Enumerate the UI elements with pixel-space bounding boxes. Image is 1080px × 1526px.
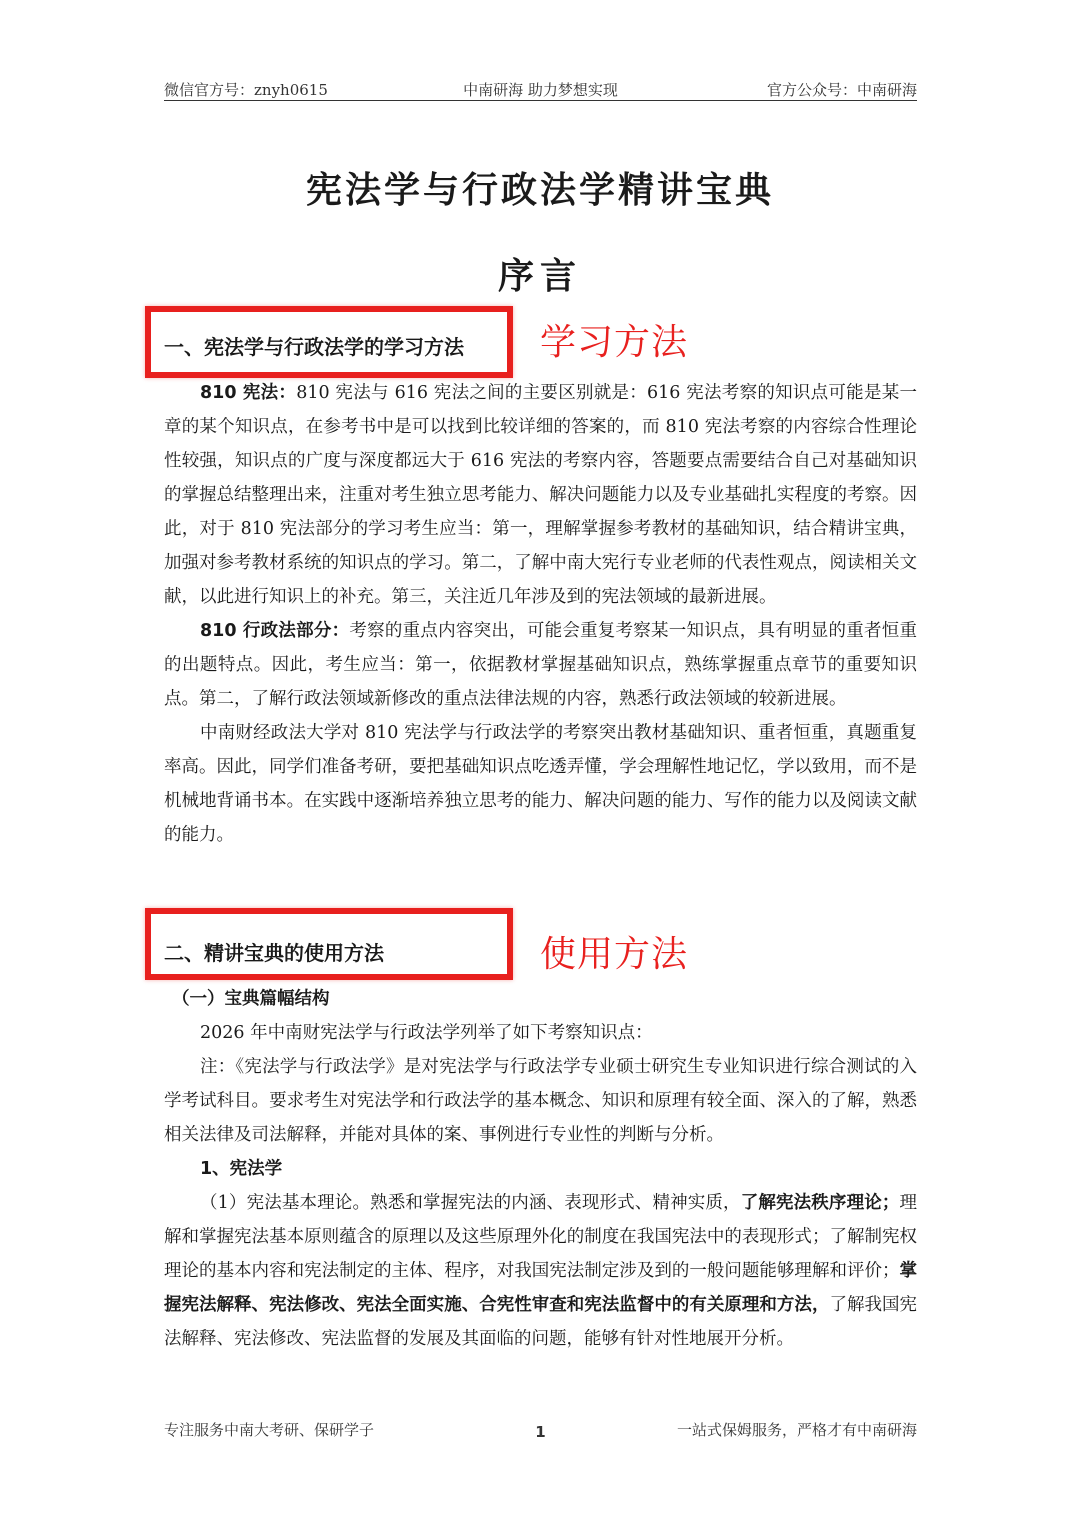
paragraph-administrative-law: 810 行政法部分：考察的重点内容突出，可能会重复考察某一知识点，具有明显的重者恒重的出题特点。因此，考生应当：第一，依据教材掌握基础知识点，熟练掌握重点章节的重要知识点。第二，了解行政法领域新修改的重点法律法规的内容，熟悉行政法领域的较新进展。 — [164, 621, 917, 709]
header-official-account: 官方公众号：中南研海 — [766, 81, 917, 99]
section1-heading: 一、宪法学与行政法学的学习方法 — [164, 335, 464, 359]
footer-right-text: 一站式保姆服务，严格才有中南研海 — [676, 1421, 917, 1439]
section2-annotation: 使用方法 — [540, 934, 689, 975]
paragraph-constitution: 810 宪法：810 宪法与 616 宪法之间的主要区别就是：616 宪法考察的知识点可能是某一章的某个知识点，在参考书中是可以找到比较详细的答案的，而 810 宪法考察的内容综合性理论性较强，知识点的广度与深度都远大于 616 宪法的考察内容，答题要点需要结合自己对基础知识的掌握总结整理出来，注重对考生独立思考能力、解决问题能力以及专业基础扎实程度的考察。因此，对于 810 宪法部分的学习考生应当：第一，理解掌握参考教材的基础知识，结合精讲宝典，加强对参考教材系统的知识点的学习。第二，了解中南大宪行专业老师的代表性观点，阅读相关文献，以此进行知识上的补充。第三，关注近几年涉及到的宪法领域的最新进展。 — [164, 383, 917, 607]
page-number: 1 — [535, 1423, 546, 1441]
paragraph-item1: （1）宪法基本理论。熟悉和掌握宪法的内涵、表现形式、精神实质，了解宪法秩序理论；理解和掌握宪法基本原则蕴含的原理以及这些原理外化的制度在我国宪法中的表现形式；了解制宪权理论的基本内容和宪法制定的主体、程序，对我国宪法制定涉及到的一般问题能够理解和评价；掌握宪法解释、宪法修改、宪法全面实施、合宪性审查和宪法监督中的有关原理和方法，了解我国宪法解释、宪法修改、宪法监督的发展及其面临的问题，能够有针对性地展开分析。 — [164, 1193, 918, 1349]
paragraph-intro: 2026 年中南财宪法学与行政法学列举了如下考察知识点： — [200, 1023, 653, 1043]
paragraph-note: 注：《宪法学与行政法学》是对宪法学与行政法学专业硕士研究生专业知识进行综合测试的入学考试科目。要求考生对宪法学和行政法学的基本概念、知识和原理有较全面、深入的了解，熟悉相关法律及司法解释，并能对具体的案、事例进行专业性的判断与分析。 — [164, 1057, 917, 1145]
section2-heading: 二、精讲宝典的使用方法 — [164, 941, 384, 965]
section2-body — [164, 982, 917, 1356]
section1-body — [164, 376, 917, 908]
subheading-structure: （一）宝典篇幅结构 — [172, 989, 330, 1009]
paragraph-summary: 中南财经政法大学对 810 宪法学与行政法学的考察突出教材基础知识、重者恒重，真题重复率高。因此，同学们准备考研，要把基础知识点吃透弄懂，学会理解性地记忆，学以致用，而不是机械地背诵书本。在实践中逐渐培养独立思考的能力、解决问题的能力、写作的能力以及阅读文献的能力。 — [164, 723, 917, 845]
paragraph-label: 810 宪法： — [200, 383, 297, 403]
header-wechat-id: 微信官方号：znyh0615 — [164, 81, 328, 99]
document-title: 宪法学与行政法学精讲宝典 — [305, 170, 774, 211]
page-footer — [164, 1419, 917, 1443]
section1-annotation: 学习方法 — [540, 322, 689, 363]
preface-heading: 序言 — [497, 256, 582, 297]
page-header — [164, 78, 917, 101]
item-heading-constitution: 1、宪法学 — [200, 1159, 283, 1179]
header-slogan: 中南研海 助力梦想实现 — [463, 81, 618, 99]
paragraph-label: 810 行政法部分： — [200, 621, 350, 641]
footer-left-text: 专注服务中南大考研、保研学子 — [164, 1421, 375, 1439]
